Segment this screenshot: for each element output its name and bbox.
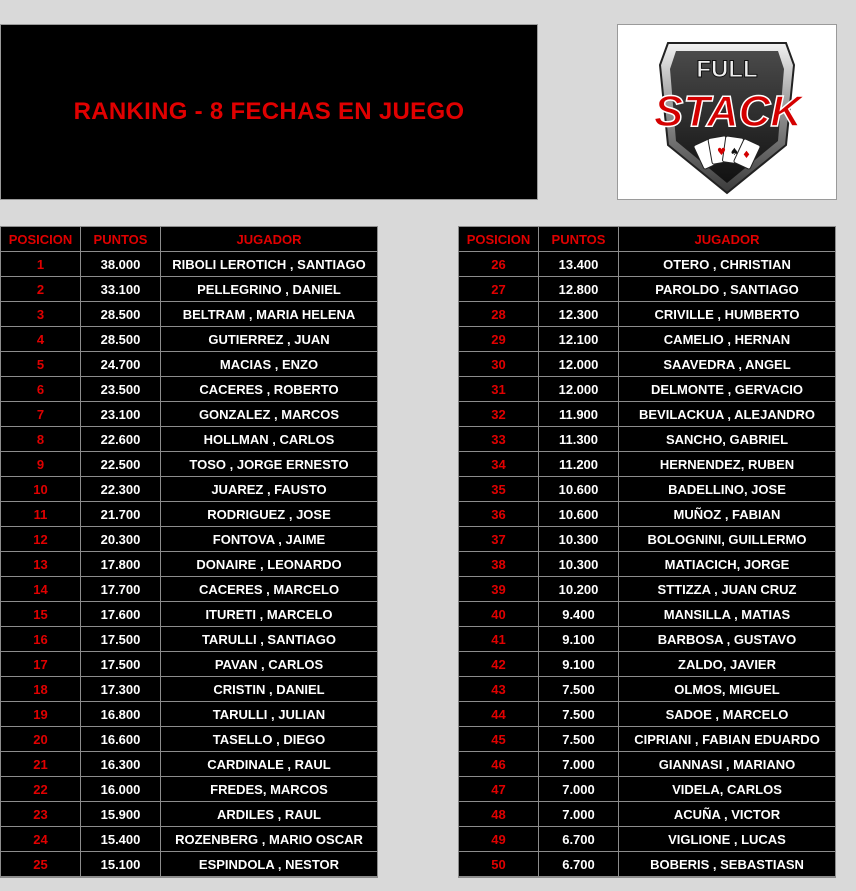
table-row <box>1 252 377 277</box>
position-cell: 34 <box>459 452 539 477</box>
table-row <box>459 477 835 502</box>
points-cell: 7.000 <box>539 802 619 827</box>
table-row <box>459 702 835 727</box>
position-cell: 49 <box>459 827 539 852</box>
points-cell: 15.100 <box>81 852 161 877</box>
table-header <box>459 227 835 252</box>
table-row <box>459 427 835 452</box>
player-cell: MACIAS , ENZO <box>161 352 377 377</box>
header-position: POSICION <box>459 227 539 252</box>
position-cell: 45 <box>459 727 539 752</box>
player-cell: CAMELIO , HERNAN <box>619 327 835 352</box>
player-cell: ESPINDOLA , NESTOR <box>161 852 377 877</box>
position-cell: 48 <box>459 802 539 827</box>
table-header <box>1 227 377 252</box>
points-cell: 12.000 <box>539 377 619 402</box>
position-cell: 12 <box>1 527 81 552</box>
player-cell: ARDILES , RAUL <box>161 802 377 827</box>
position-cell: 20 <box>1 727 81 752</box>
table-row <box>459 577 835 602</box>
svg-text:♦: ♦ <box>742 150 751 161</box>
player-cell: CIPRIANI , FABIAN EDUARDO <box>619 727 835 752</box>
table-row <box>1 327 377 352</box>
table-row <box>1 477 377 502</box>
points-cell: 7.000 <box>539 752 619 777</box>
player-cell: BOLOGNINI, GUILLERMO <box>619 527 835 552</box>
table-row <box>1 602 377 627</box>
table-row <box>1 502 377 527</box>
player-cell: CACERES , ROBERTO <box>161 377 377 402</box>
points-cell: 17.500 <box>81 652 161 677</box>
position-cell: 39 <box>459 577 539 602</box>
table-row <box>459 327 835 352</box>
player-cell: MUÑOZ , FABIAN <box>619 502 835 527</box>
points-cell: 15.400 <box>81 827 161 852</box>
position-cell: 27 <box>459 277 539 302</box>
points-cell: 12.300 <box>539 302 619 327</box>
position-cell: 17 <box>1 652 81 677</box>
points-cell: 11.200 <box>539 452 619 477</box>
position-cell: 14 <box>1 577 81 602</box>
table-row <box>1 777 377 802</box>
ranking-table-left <box>0 226 378 878</box>
ranking-table-right <box>458 226 836 878</box>
page-title: RANKING - 8 FECHAS EN JUEGO <box>73 98 465 125</box>
player-cell: TARULLI , SANTIAGO <box>161 627 377 652</box>
player-cell: VIDELA, CARLOS <box>619 777 835 802</box>
points-cell: 17.500 <box>81 627 161 652</box>
points-cell: 33.100 <box>81 277 161 302</box>
player-cell: PAROLDO , SANTIAGO <box>619 277 835 302</box>
table-row <box>459 277 835 302</box>
points-cell: 16.300 <box>81 752 161 777</box>
position-cell: 18 <box>1 677 81 702</box>
points-cell: 20.300 <box>81 527 161 552</box>
points-cell: 22.600 <box>81 427 161 452</box>
points-cell: 7.500 <box>539 727 619 752</box>
points-cell: 9.100 <box>539 652 619 677</box>
player-cell: CACERES , MARCELO <box>161 577 377 602</box>
points-cell: 16.000 <box>81 777 161 802</box>
position-cell: 29 <box>459 327 539 352</box>
points-cell: 10.200 <box>539 577 619 602</box>
table-row <box>1 302 377 327</box>
position-cell: 28 <box>459 302 539 327</box>
player-cell: GONZALEZ , MARCOS <box>161 402 377 427</box>
table-row <box>1 527 377 552</box>
table-row <box>459 502 835 527</box>
player-cell: GIANNASI , MARIANO <box>619 752 835 777</box>
points-cell: 6.700 <box>539 852 619 877</box>
position-cell: 38 <box>459 552 539 577</box>
position-cell: 22 <box>1 777 81 802</box>
table-row <box>459 352 835 377</box>
position-cell: 1 <box>1 252 81 277</box>
svg-text:♥: ♥ <box>717 147 726 158</box>
position-cell: 9 <box>1 452 81 477</box>
player-cell: BADELLINO, JOSE <box>619 477 835 502</box>
points-cell: 16.800 <box>81 702 161 727</box>
table-row <box>1 827 377 852</box>
table-row <box>1 652 377 677</box>
player-cell: DELMONTE , GERVACIO <box>619 377 835 402</box>
logo-text-stack: STACK <box>653 87 803 136</box>
position-cell: 41 <box>459 627 539 652</box>
table-row <box>1 802 377 827</box>
header-player: JUGADOR <box>161 227 377 252</box>
position-cell: 3 <box>1 302 81 327</box>
points-cell: 9.400 <box>539 602 619 627</box>
position-cell: 2 <box>1 277 81 302</box>
table-row <box>1 452 377 477</box>
position-cell: 8 <box>1 427 81 452</box>
position-cell: 31 <box>459 377 539 402</box>
points-cell: 12.100 <box>539 327 619 352</box>
position-cell: 21 <box>1 752 81 777</box>
player-cell: STTIZZA , JUAN CRUZ <box>619 577 835 602</box>
logo-text-full: FULL <box>696 56 758 83</box>
player-cell: DONAIRE , LEONARDO <box>161 552 377 577</box>
points-cell: 11.900 <box>539 402 619 427</box>
points-cell: 13.400 <box>539 252 619 277</box>
table-row <box>1 352 377 377</box>
table-row <box>459 827 835 852</box>
table-row <box>1 852 377 877</box>
table-row <box>1 677 377 702</box>
player-cell: MANSILLA , MATIAS <box>619 602 835 627</box>
player-cell: JUAREZ , FAUSTO <box>161 477 377 502</box>
table-row <box>1 377 377 402</box>
player-cell: ZALDO, JAVIER <box>619 652 835 677</box>
position-cell: 36 <box>459 502 539 527</box>
points-cell: 9.100 <box>539 627 619 652</box>
player-cell: BARBOSA , GUSTAVO <box>619 627 835 652</box>
position-cell: 43 <box>459 677 539 702</box>
logo-graphic <box>618 25 836 199</box>
player-cell: CARDINALE , RAUL <box>161 752 377 777</box>
player-cell: TOSO , JORGE ERNESTO <box>161 452 377 477</box>
position-cell: 6 <box>1 377 81 402</box>
position-cell: 37 <box>459 527 539 552</box>
points-cell: 28.500 <box>81 302 161 327</box>
table-row <box>1 552 377 577</box>
header-position: POSICION <box>1 227 81 252</box>
table-row <box>1 627 377 652</box>
table-row <box>459 452 835 477</box>
player-cell: HERNENDEZ, RUBEN <box>619 452 835 477</box>
position-cell: 13 <box>1 552 81 577</box>
table-row <box>1 702 377 727</box>
table-row <box>459 752 835 777</box>
position-cell: 32 <box>459 402 539 427</box>
position-cell: 10 <box>1 477 81 502</box>
position-cell: 46 <box>459 752 539 777</box>
table-row <box>1 577 377 602</box>
points-cell: 17.600 <box>81 602 161 627</box>
position-cell: 23 <box>1 802 81 827</box>
position-cell: 25 <box>1 852 81 877</box>
table-row <box>1 427 377 452</box>
player-cell: FONTOVA , JAIME <box>161 527 377 552</box>
points-cell: 22.300 <box>81 477 161 502</box>
table-row <box>459 727 835 752</box>
player-cell: MATIACICH, JORGE <box>619 552 835 577</box>
player-cell: CRIVILLE , HUMBERTO <box>619 302 835 327</box>
points-cell: 22.500 <box>81 452 161 477</box>
table-row <box>459 852 835 877</box>
player-cell: ROZENBERG , MARIO OSCAR <box>161 827 377 852</box>
table-row <box>1 277 377 302</box>
player-cell: OTERO , CHRISTIAN <box>619 252 835 277</box>
points-cell: 6.700 <box>539 827 619 852</box>
table-row <box>1 402 377 427</box>
table-row <box>459 652 835 677</box>
table-row <box>459 402 835 427</box>
player-cell: SAAVEDRA , ANGEL <box>619 352 835 377</box>
header-points: PUNTOS <box>81 227 161 252</box>
points-cell: 10.600 <box>539 502 619 527</box>
points-cell: 16.600 <box>81 727 161 752</box>
position-cell: 7 <box>1 402 81 427</box>
svg-text:♠: ♠ <box>730 147 739 158</box>
player-cell: HOLLMAN , CARLOS <box>161 427 377 452</box>
points-cell: 12.800 <box>539 277 619 302</box>
position-cell: 30 <box>459 352 539 377</box>
table-row <box>1 752 377 777</box>
table-row <box>459 377 835 402</box>
points-cell: 17.300 <box>81 677 161 702</box>
points-cell: 28.500 <box>81 327 161 352</box>
table-row <box>459 802 835 827</box>
position-cell: 19 <box>1 702 81 727</box>
player-cell: BOBERIS , SEBASTIASN <box>619 852 835 877</box>
position-cell: 42 <box>459 652 539 677</box>
points-cell: 21.700 <box>81 502 161 527</box>
position-cell: 26 <box>459 252 539 277</box>
table-row <box>459 302 835 327</box>
player-cell: BEVILACKUA , ALEJANDRO <box>619 402 835 427</box>
position-cell: 15 <box>1 602 81 627</box>
player-cell: CRISTIN , DANIEL <box>161 677 377 702</box>
position-cell: 24 <box>1 827 81 852</box>
player-cell: SADOE , MARCELO <box>619 702 835 727</box>
header-player: JUGADOR <box>619 227 835 252</box>
points-cell: 7.500 <box>539 702 619 727</box>
points-cell: 17.800 <box>81 552 161 577</box>
position-cell: 40 <box>459 602 539 627</box>
player-cell: BELTRAM , MARIA HELENA <box>161 302 377 327</box>
points-cell: 38.000 <box>81 252 161 277</box>
player-cell: GUTIERREZ , JUAN <box>161 327 377 352</box>
player-cell: VIGLIONE , LUCAS <box>619 827 835 852</box>
position-cell: 11 <box>1 502 81 527</box>
full-stack-logo <box>617 24 837 200</box>
points-cell: 7.500 <box>539 677 619 702</box>
table-row <box>1 727 377 752</box>
position-cell: 33 <box>459 427 539 452</box>
table-row <box>459 777 835 802</box>
player-cell: RODRIGUEZ , JOSE <box>161 502 377 527</box>
player-cell: FREDES, MARCOS <box>161 777 377 802</box>
position-cell: 16 <box>1 627 81 652</box>
table-row <box>459 527 835 552</box>
points-cell: 15.900 <box>81 802 161 827</box>
points-cell: 12.000 <box>539 352 619 377</box>
points-cell: 7.000 <box>539 777 619 802</box>
position-cell: 4 <box>1 327 81 352</box>
player-cell: ACUÑA , VICTOR <box>619 802 835 827</box>
points-cell: 10.600 <box>539 477 619 502</box>
points-cell: 23.500 <box>81 377 161 402</box>
player-cell: TASELLO , DIEGO <box>161 727 377 752</box>
player-cell: RIBOLI LEROTICH , SANTIAGO <box>161 252 377 277</box>
position-cell: 50 <box>459 852 539 877</box>
player-cell: PAVAN , CARLOS <box>161 652 377 677</box>
player-cell: OLMOS, MIGUEL <box>619 677 835 702</box>
player-cell: ITURETI , MARCELO <box>161 602 377 627</box>
table-row <box>459 602 835 627</box>
position-cell: 44 <box>459 702 539 727</box>
player-cell: TARULLI , JULIAN <box>161 702 377 727</box>
title-banner <box>0 24 538 200</box>
points-cell: 10.300 <box>539 552 619 577</box>
table-row <box>459 252 835 277</box>
points-cell: 24.700 <box>81 352 161 377</box>
points-cell: 11.300 <box>539 427 619 452</box>
points-cell: 10.300 <box>539 527 619 552</box>
position-cell: 5 <box>1 352 81 377</box>
position-cell: 35 <box>459 477 539 502</box>
position-cell: 47 <box>459 777 539 802</box>
points-cell: 23.100 <box>81 402 161 427</box>
player-cell: SANCHO, GABRIEL <box>619 427 835 452</box>
header-points: PUNTOS <box>539 227 619 252</box>
table-row <box>459 627 835 652</box>
player-cell: PELLEGRINO , DANIEL <box>161 277 377 302</box>
points-cell: 17.700 <box>81 577 161 602</box>
table-row <box>459 677 835 702</box>
table-row <box>459 552 835 577</box>
